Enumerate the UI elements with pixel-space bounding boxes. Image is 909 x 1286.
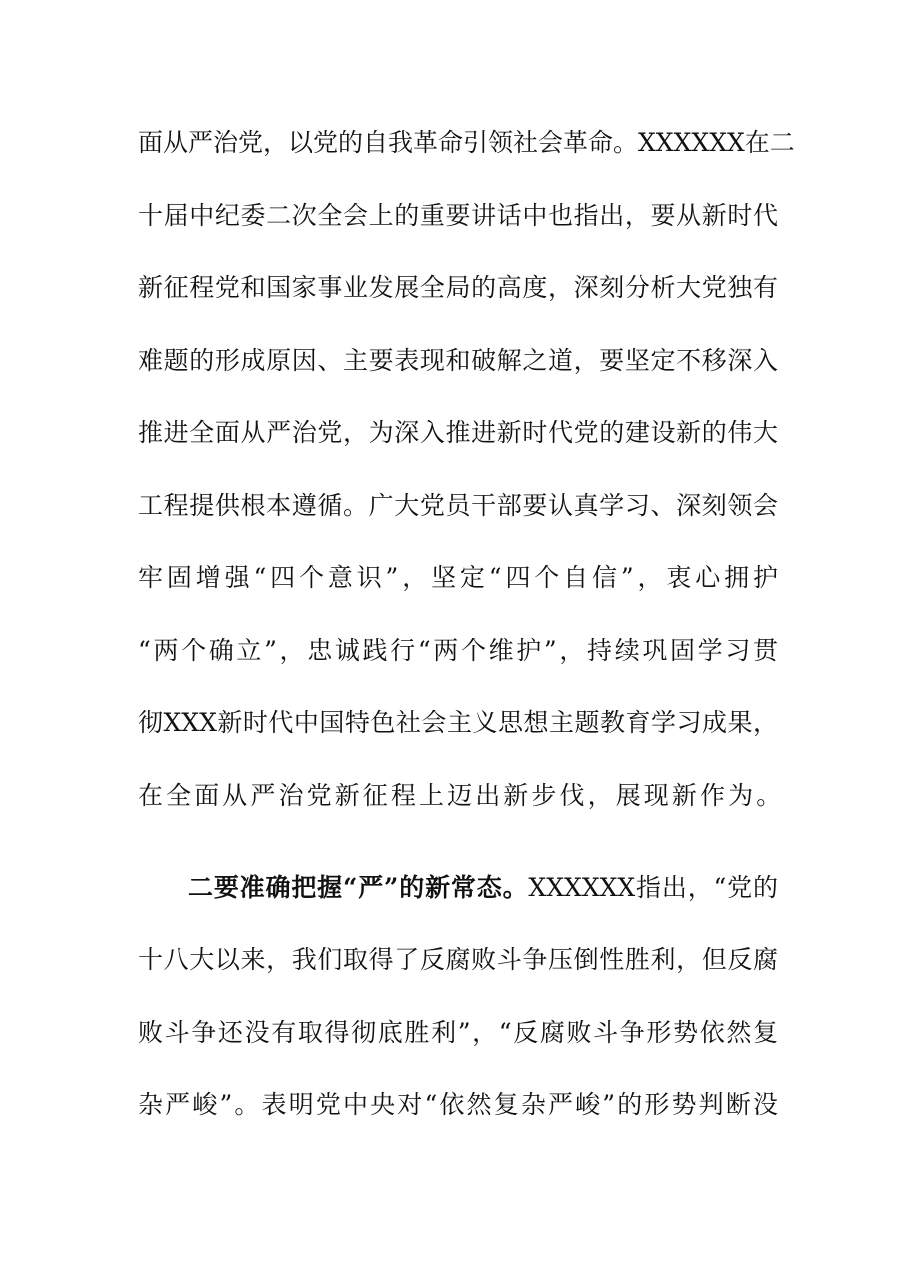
- paragraph-1-line-8: “两个确立”，忠诚践行“两个维护”，持续巩固学习贯: [138, 635, 778, 665]
- paragraph-2-line-4: 杂严峻”。表明党中央对“依然复杂严峻”的形势判断没: [138, 1090, 778, 1119]
- paragraph-1-line-4: 难题的形成原因、主要表现和破解之道，要坚定不移深入: [138, 345, 778, 375]
- paragraph-1-line-2: 十届中纪委二次全会上的重要讲话中也指出，要从新时代: [138, 200, 778, 230]
- paragraph-1-line-5: 推进全面从严治党，为深入推进新时代党的建设新的伟大: [138, 418, 778, 447]
- paragraph-2-line-3: 败斗争还没有取得彻底胜利”，“反腐败斗争形势依然复: [138, 1017, 778, 1047]
- paragraph-2-line-2: 十八大以来，我们取得了反腐败斗争压倒性胜利，但反腐: [138, 945, 778, 974]
- paragraph-2-line-1: [138, 863, 778, 936]
- paragraph-1-line-7: 牢固增强“四个意识”，坚定“四个自信”，衷心拥护: [138, 563, 778, 592]
- paragraph-2-heading: 二要准确把握“严”的新常态。: [188, 872, 529, 902]
- paragraph-1-line-1: 面从严治党，以党的自我革命引领社会革命。XXXXXX在二: [138, 128, 795, 157]
- paragraph-1-line-3: 新征程党和国家事业发展全局的高度，深刻分析大党独有: [138, 273, 778, 302]
- paragraph-1-line-9: 彻XXX新时代中国特色社会主义思想主题教育学习成果，: [138, 708, 778, 737]
- paragraph-1-line-6: 工程提供根本遵循。广大党员干部要认真学习、深刻领会: [138, 490, 778, 520]
- paragraph-1-line-10: 在全面从严治党新征程上迈出新步伐，展现新作为。: [138, 780, 785, 810]
- paragraph-2-line-1-text: XXXXXX指出，“党的: [528, 872, 778, 902]
- document-body: [138, 118, 795, 1153]
